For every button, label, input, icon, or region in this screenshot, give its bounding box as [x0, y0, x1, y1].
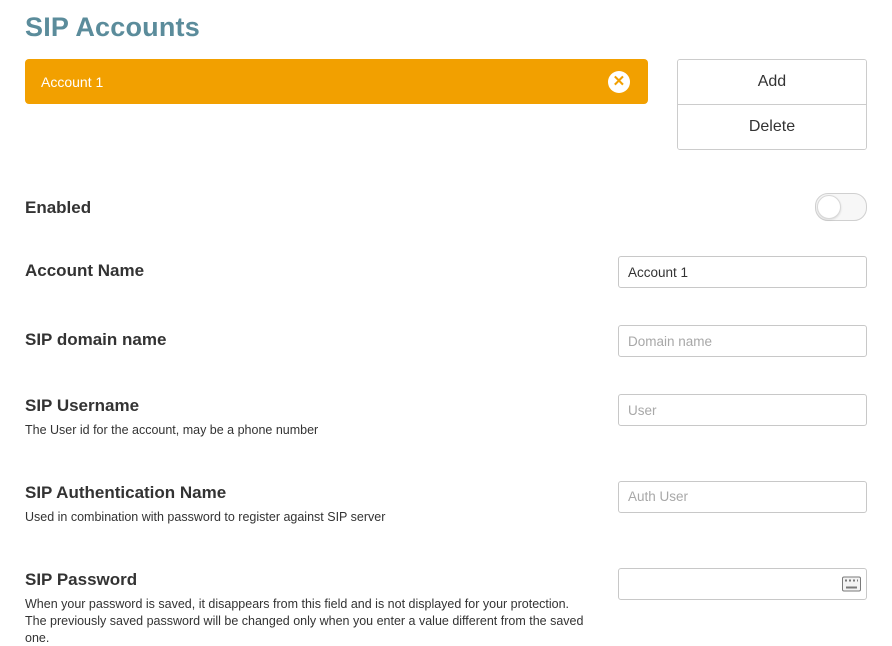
delete-button[interactable]: Delete — [678, 104, 866, 149]
account-tab-label: Account 1 — [41, 73, 104, 90]
account-tab-account-1[interactable] — [25, 59, 648, 104]
sip-auth-name-input[interactable] — [618, 481, 867, 513]
account-action-buttons — [677, 59, 867, 150]
sip-password-input[interactable] — [618, 568, 867, 600]
sip-domain-name-label-group — [25, 325, 166, 350]
page-title: SIP Accounts — [25, 12, 200, 42]
sip-username-control — [618, 394, 867, 426]
sip-auth-name-label-group — [25, 481, 385, 526]
sip-auth-name-control — [618, 481, 867, 513]
enabled-label: Enabled — [25, 198, 92, 217]
account-name-label: Account Name — [25, 261, 145, 280]
add-button[interactable]: Add — [678, 60, 866, 104]
close-circle-icon[interactable]: ✕ — [608, 71, 630, 93]
sip-password-control — [618, 568, 867, 600]
sip-auth-name-label: SIP Authentication Name — [25, 482, 227, 502]
sip-password-input-wrap — [618, 568, 867, 600]
sip-domain-name-input[interactable] — [618, 325, 867, 357]
account-selector-row — [25, 59, 867, 150]
sip-auth-name-description: Used in combination with password to register against SIP server — [25, 509, 386, 524]
sip-username-input[interactable] — [618, 394, 867, 426]
field-row-enabled — [25, 193, 867, 221]
sip-domain-name-control — [618, 325, 867, 357]
sip-username-label: SIP Username — [25, 396, 140, 415]
account-name-label-group — [25, 256, 144, 281]
enabled-control — [618, 193, 867, 221]
account-name-input[interactable] — [618, 256, 867, 288]
enabled-toggle[interactable] — [815, 193, 867, 221]
sip-username-description: The User id for the account, may be a phone number — [25, 423, 319, 437]
field-row-sip-domain-name — [25, 325, 867, 357]
field-row-sip-auth-name — [25, 481, 867, 526]
field-row-account-name — [25, 256, 867, 288]
keyboard-icon[interactable] — [842, 576, 861, 591]
sip-password-description: When your password is saved, it disappears from this field and is not displayed for your protection. The previously saved password will be changed only when you enter a value different from the saved one. — [25, 596, 584, 645]
account-name-control — [618, 256, 867, 288]
sip-password-label: SIP Password — [25, 569, 138, 589]
toggle-knob — [817, 195, 841, 219]
field-row-sip-username — [25, 394, 867, 439]
sip-domain-name-label: SIP domain name — [25, 330, 167, 349]
enabled-label-group — [25, 196, 91, 218]
sip-username-label-group — [25, 394, 318, 439]
